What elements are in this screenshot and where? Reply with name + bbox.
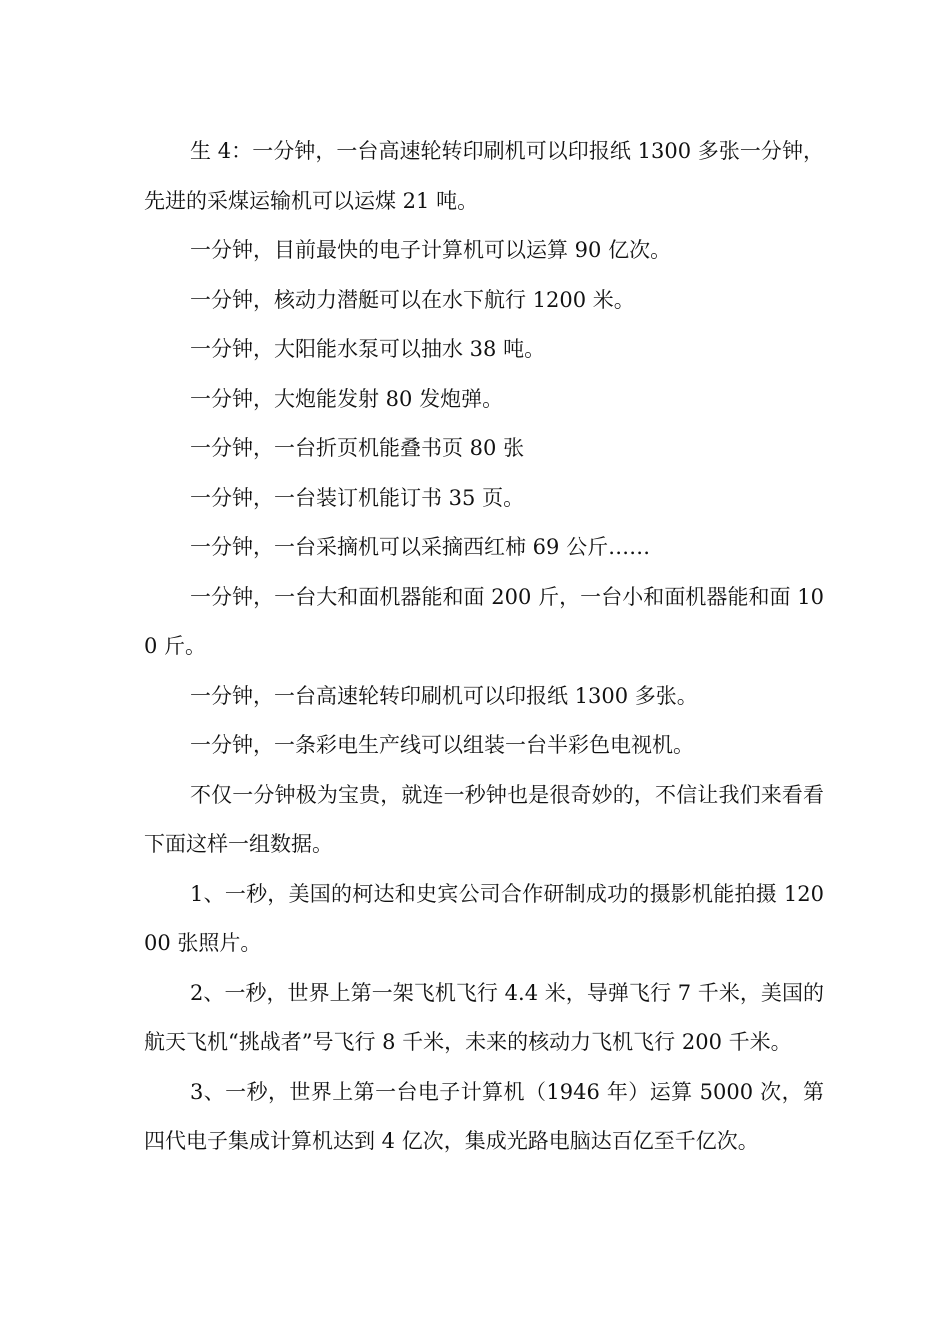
document-body — [144, 127, 824, 1167]
paragraph: 一分钟，一台大和面机器能和面 200 斤，一台小和面机器能和面 100 斤。 — [144, 584, 824, 658]
paragraph: 一分钟，一台折页机能叠书页 80 张 — [190, 436, 525, 460]
paragraph: 不仅一分钟极为宝贵，就连一秒钟也是很奇妙的，不信让我们来看看下面这样一组数据。 — [144, 782, 824, 856]
paragraph: 一分钟，大炮能发射 80 发炮弹。 — [190, 386, 504, 411]
paragraph: 3、一秒，世界上第一台电子计算机（1946 年）运算 5000 次，第四代电子集成计算机达到 4 亿次，集成光路电脑达百亿至千亿次。 — [144, 1079, 824, 1153]
paragraph: 一分钟，一条彩电生产线可以组装一台半彩色电视机。 — [190, 733, 694, 757]
paragraph: 一分钟，一台采摘机可以采摘西红柿 69 公斤…… — [190, 535, 651, 559]
paragraph: 一分钟，一台装订机能订书 35 页。 — [190, 485, 525, 510]
paragraph: 一分钟，目前最快的电子计算机可以运算 90 亿次。 — [190, 238, 672, 262]
paragraph: 2、一秒，世界上第一架飞机飞行 4.4 米，导弹飞行 7 千米，美国的航天飞机“挑战者”号飞行 8 千米，未来的核动力飞机飞行 200 千米。 — [144, 980, 824, 1054]
paragraph: 一分钟，大阳能水泵可以抽水 38 吨。 — [190, 337, 546, 361]
paragraph: 一分钟，一台高速轮转印刷机可以印报纸 1300 多张。 — [190, 683, 698, 708]
paragraph: 一分钟，核动力潜艇可以在水下航行 1200 米。 — [190, 287, 635, 312]
paragraph: 生 4：一分钟，一台高速轮转印刷机可以印报纸 1300 多张一分钟，先进的采煤运输机可以运煤 21 吨。 — [144, 139, 824, 213]
paragraph: 1、一秒，美国的柯达和史宾公司合作研制成功的摄影机能拍摄 12000 张照片。 — [144, 881, 824, 955]
